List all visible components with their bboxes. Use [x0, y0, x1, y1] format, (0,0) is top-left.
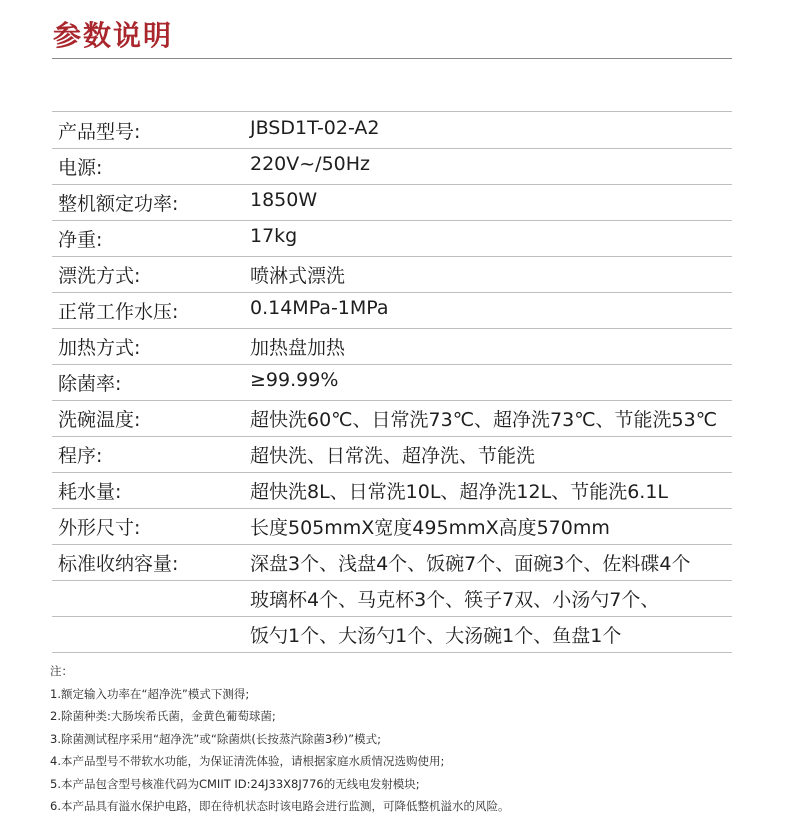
spec-label: 漂洗方式: — [58, 265, 141, 287]
spec-label: 洗碗温度: — [58, 409, 141, 431]
spec-label: 标准收纳容量: — [58, 553, 179, 575]
spec-value: 加热盘加热 — [250, 337, 346, 359]
spec-label: 电源: — [58, 157, 103, 179]
spec-label: 程序: — [58, 445, 103, 467]
spec-row — [52, 148, 732, 185]
spec-row — [52, 580, 732, 617]
spec-value: 玻璃杯4个、马克杯3个、筷子7双、小汤勺7个、 — [250, 589, 660, 611]
spec-row — [52, 292, 732, 329]
spec-label: 加热方式: — [58, 337, 141, 359]
spec-value: 超快洗60℃、日常洗73℃、超净洗73℃、节能洗53℃ — [250, 409, 718, 431]
spec-value: 长度505mmX宽度495mmX高度570mm — [250, 517, 610, 539]
spec-row — [52, 544, 732, 581]
note-item: 2.除菌种类:大肠埃希氏菌，金黄色葡萄球菌; — [50, 709, 276, 723]
spec-value: 超快洗8L、日常洗10L、超净洗12L、节能洗6.1L — [250, 481, 669, 503]
note-item: 1.额定输入功率在“超净洗”模式下测得; — [50, 686, 250, 701]
note-item: 4.本产品型号不带软水功能，为保证清洗体验，请根据家庭水质情况选购使用; — [50, 754, 445, 768]
note-item: 6.本产品具有溢水保护电路，即在待机状态时该电路会进行监测，可降低整机溢水的风险。 — [50, 799, 510, 813]
spec-value: JBSD1T-02-A2 — [250, 117, 380, 139]
spec-value: 0.14MPa-1MPa — [250, 297, 389, 319]
spec-row — [52, 472, 732, 509]
notes-section — [50, 660, 750, 818]
spec-row — [52, 436, 732, 473]
spec-row — [52, 184, 732, 221]
spec-label: 外形尺寸: — [58, 517, 141, 539]
spec-value: ≥99.99% — [250, 369, 339, 391]
spec-value: 超快洗、日常洗、超净洗、节能洗 — [250, 445, 536, 467]
spec-value: 饭勺1个、大汤勺1个、大汤碗1个、鱼盘1个 — [250, 625, 622, 647]
spec-row — [52, 220, 732, 257]
spec-label: 耗水量: — [58, 481, 122, 503]
spec-value: 深盘3个、浅盘4个、饭碗7个、面碗3个、佐料碟4个 — [250, 553, 691, 575]
spec-row — [52, 111, 732, 149]
spec-row — [52, 400, 732, 437]
spec-label: 净重: — [58, 229, 103, 251]
note-item: 3.除菌测试程序采用“超净洗”或“除菌烘(长按蒸汽除菌3秒)”模式; — [50, 731, 381, 746]
page-title: 参数说明 — [53, 19, 174, 52]
note-item: 5.本产品包含型号核准代码为CMIIT ID:24J33X8J776的无线电发射模块; — [50, 776, 420, 791]
notes-heading: 注： — [50, 664, 73, 678]
spec-row — [52, 256, 732, 293]
title-divider — [52, 58, 732, 59]
spec-label: 整机额定功率: — [58, 193, 179, 215]
spec-row — [52, 364, 732, 401]
spec-row — [52, 328, 732, 365]
spec-value: 喷淋式漂洗 — [250, 265, 346, 287]
spec-label: 产品型号: — [58, 121, 141, 143]
spec-value: 17kg — [250, 225, 298, 247]
spec-label: 正常工作水压: — [58, 301, 179, 323]
spec-value: 1850W — [250, 189, 318, 211]
spec-value: 220V~/50Hz — [250, 153, 371, 175]
spec-label: 除菌率: — [58, 373, 122, 395]
spec-row — [52, 616, 732, 653]
spec-row — [52, 508, 732, 545]
